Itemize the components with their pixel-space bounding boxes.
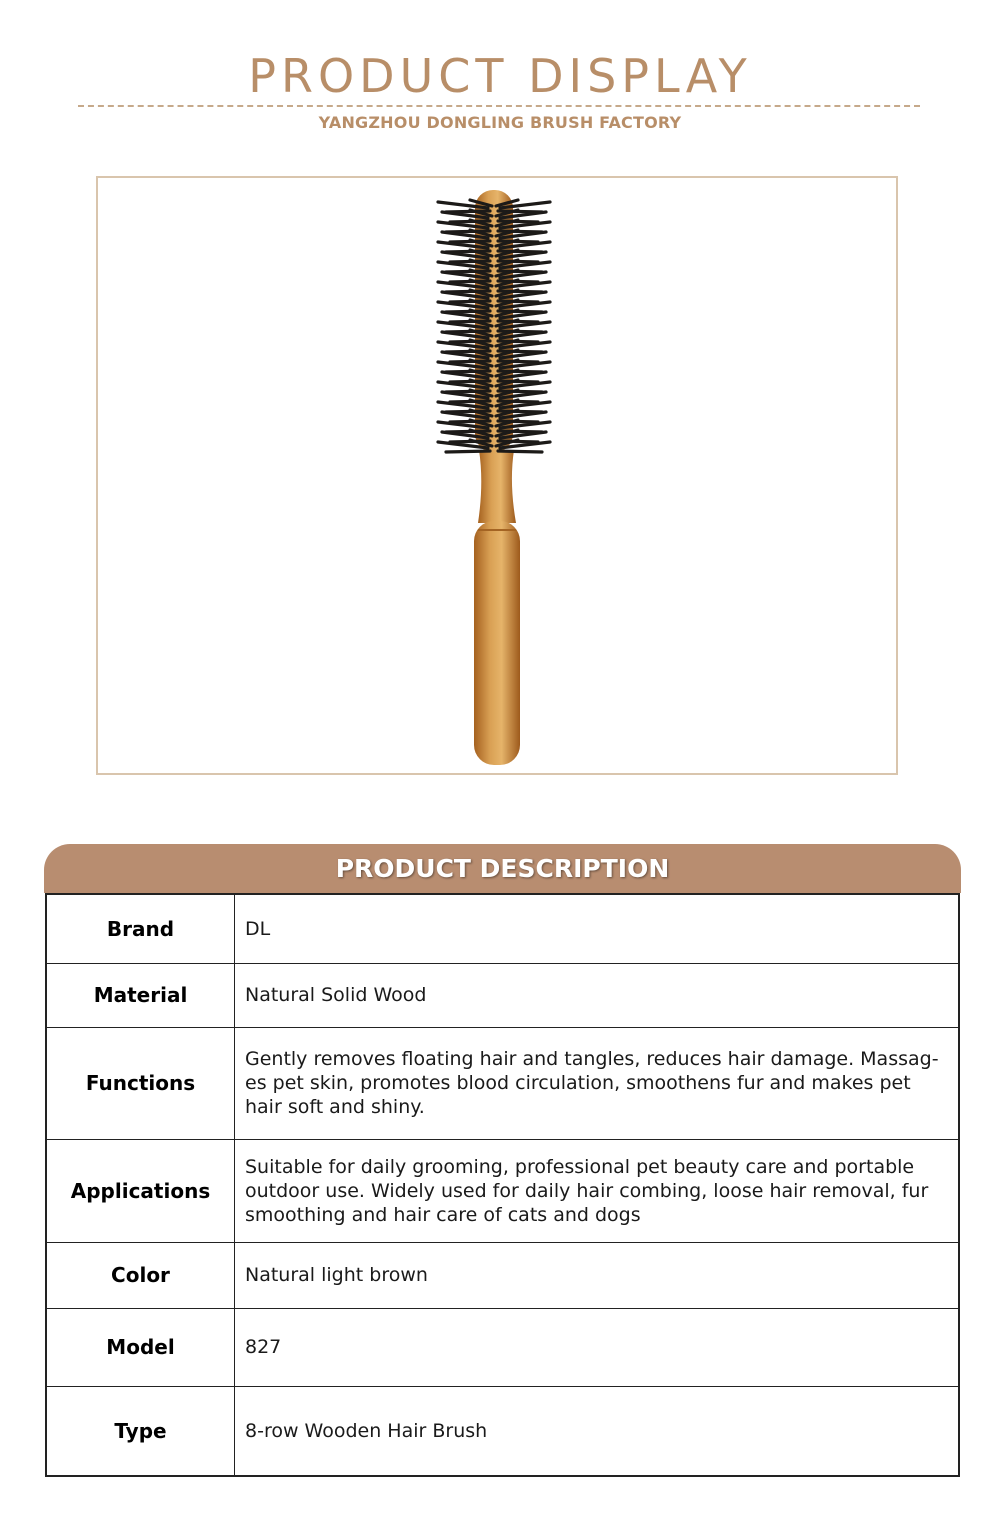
spec-label: Color <box>46 1242 235 1308</box>
spec-value: Natural light brown <box>235 1242 960 1308</box>
spec-row-applications <box>46 1139 959 1242</box>
spec-value: Gently removes floating hair and tangles, reduces hair damage. Massag-es pet skin, promotes blood circulation, smoothens fur and makes pet hair soft and shiny. <box>235 1027 960 1139</box>
spec-label: Applications <box>46 1139 235 1242</box>
hair-brush-image <box>98 178 896 773</box>
spec-label: Model <box>46 1308 235 1386</box>
spec-value: Suitable for daily grooming, professional pet beauty care and portable outdoor use. Widely used for daily hair combing, loose hair removal, fur smoothing and hair care of cats and dogs <box>235 1139 960 1242</box>
spec-row-material <box>46 963 959 1027</box>
product-spec-table <box>45 893 960 1477</box>
page-title: PRODUCT DISPLAY <box>248 49 752 103</box>
product-description-title: PRODUCT DESCRIPTION <box>335 854 670 883</box>
spec-row-functions <box>46 1027 959 1139</box>
spec-value: 827 <box>235 1308 960 1386</box>
spec-row-brand <box>46 894 959 963</box>
header-divider <box>78 105 920 107</box>
product-image-frame <box>96 176 898 775</box>
page-subtitle: YANGZHOU DONGLING BRUSH FACTORY <box>318 113 682 132</box>
spec-label: Functions <box>46 1027 235 1139</box>
spec-value: 8-row Wooden Hair Brush <box>235 1386 960 1476</box>
bristle-tuft <box>446 451 490 452</box>
spec-label: Brand <box>46 894 235 963</box>
spec-label: Material <box>46 963 235 1027</box>
spec-row-color <box>46 1242 959 1308</box>
product-description-banner <box>44 844 961 893</box>
spec-row-type <box>46 1386 959 1476</box>
spec-label: Type <box>46 1386 235 1476</box>
spec-value: DL <box>245 917 271 940</box>
spec-value: Natural Solid Wood <box>235 963 960 1027</box>
bristle-tuft <box>498 451 542 452</box>
spec-row-model <box>46 1308 959 1386</box>
